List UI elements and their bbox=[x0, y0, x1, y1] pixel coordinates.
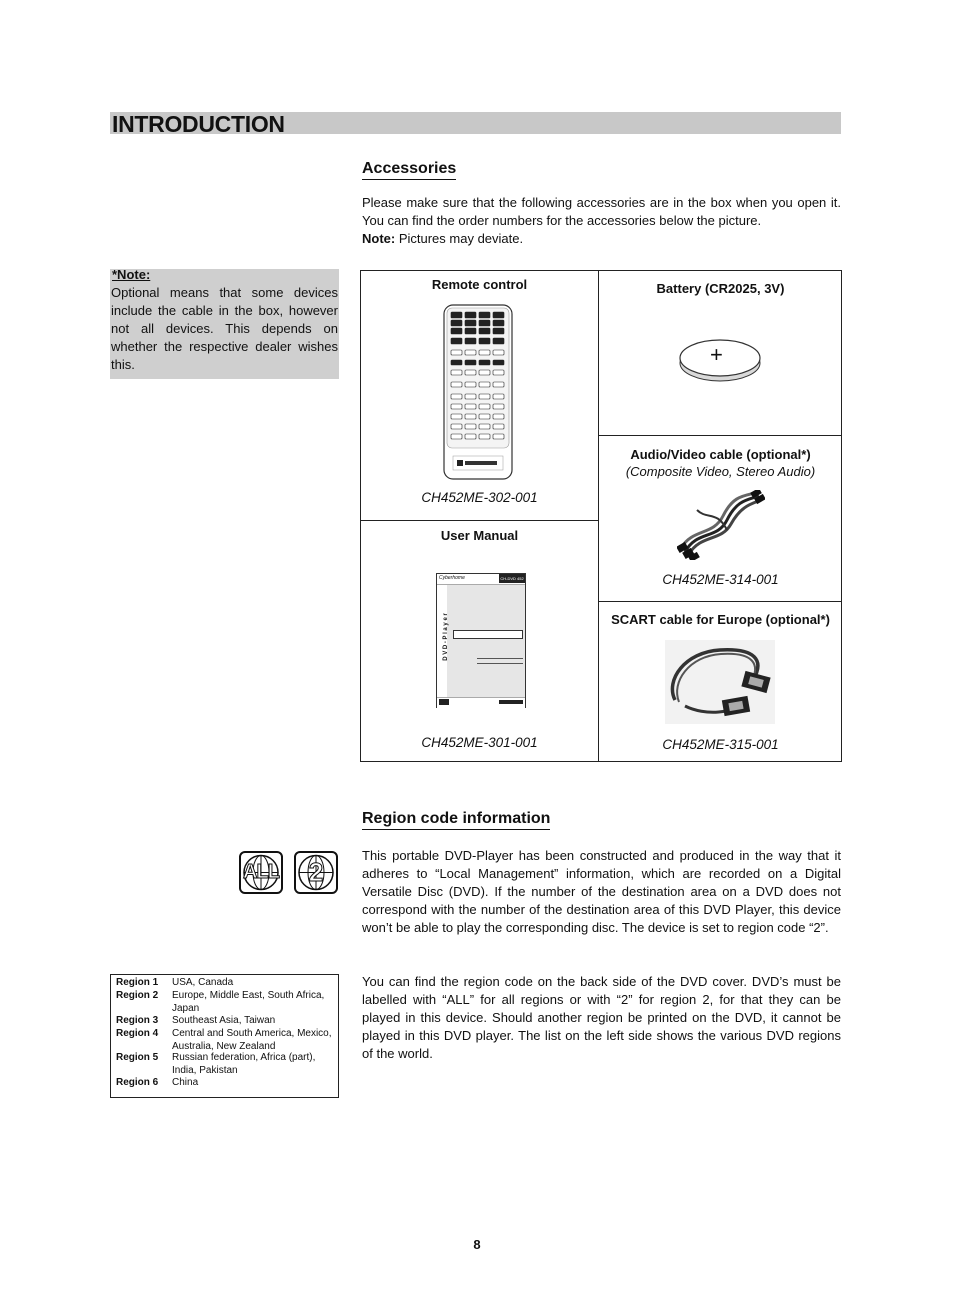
remote-control-image bbox=[443, 304, 513, 480]
user-manual-cover-title: D V D - P l a y e r bbox=[443, 613, 449, 661]
page-number: 8 bbox=[473, 1237, 481, 1252]
battery-cell bbox=[599, 271, 842, 435]
scart-cable-cell bbox=[599, 602, 842, 761]
accessories-table bbox=[360, 270, 842, 762]
accessories-intro-text: Please make sure that the following accessories are in the box when you open it. You can find the order numbers for the accessories below the picture. bbox=[362, 195, 841, 228]
scart-cable-code: CH452ME-315-001 bbox=[662, 737, 779, 752]
optional-note-box bbox=[110, 269, 339, 379]
region-row-value: Europe, Middle East, South Africa, Japan bbox=[172, 990, 325, 1014]
accessories-note-text: Pictures may deviate. bbox=[395, 231, 524, 246]
user-manual-code: CH452ME-301-001 bbox=[421, 735, 538, 750]
region-row-value: Southeast Asia, Taiwan bbox=[172, 1015, 276, 1026]
av-cable-subtitle: (Composite Video, Stereo Audio) bbox=[625, 464, 816, 479]
remote-control-code: CH452ME-302-001 bbox=[421, 490, 538, 505]
scart-cable-title: SCART cable for Europe (optional*) bbox=[611, 612, 830, 627]
battery-title: Battery (CR2025, 3V) bbox=[656, 281, 785, 296]
section-title: INTRODUCTION bbox=[112, 111, 285, 137]
av-cable-cell bbox=[599, 436, 842, 601]
region-row-label: Region 4 bbox=[116, 1028, 159, 1039]
region-2-logo-text: 2 bbox=[308, 857, 324, 887]
region-row-value: China bbox=[172, 1077, 199, 1088]
av-cable-code: CH452ME-314-001 bbox=[662, 572, 779, 587]
region-2-logo bbox=[294, 851, 338, 894]
region-heading-wrap bbox=[362, 810, 550, 830]
user-manual-cover bbox=[436, 573, 526, 708]
av-cable-title: Audio/Video cable (optional*) bbox=[630, 447, 811, 462]
user-manual-cell bbox=[361, 521, 598, 761]
section-title-bar bbox=[110, 111, 841, 137]
region-table bbox=[110, 974, 339, 1098]
region-all-logo-text: ALL bbox=[243, 861, 279, 883]
region-row-value: Russian federation, Africa (part), India, Pakistan bbox=[172, 1052, 316, 1076]
region-heading: Region code information bbox=[362, 810, 550, 830]
region-row-label: Region 2 bbox=[116, 990, 159, 1001]
region-paragraph-1: This portable DVD-Player has been constructed and produced in the way that it adheres to “Local Management” information, which are recorded on a Digital Versatile Disc (DVD). If the number of the destination area on a DVD does not correspond with the number of the destination area of this DVD Player, this device won’t be able to play the corresponding disc. The device is set to region code “2”. bbox=[362, 848, 841, 935]
av-cable-image bbox=[677, 490, 765, 560]
region-paragraph-2: You can find the region code on the back side of the DVD cover. DVD’s must be labelled with “ALL” for all regions or with “2” for region 2, for that they can be played in this device. Should another region be printed on the DVD, it cannot be played in this DVD player. The list on the left side shows the various DVD regions of the world. bbox=[362, 974, 841, 1061]
region-row-label: Region 3 bbox=[116, 1015, 159, 1026]
user-manual-title: User Manual bbox=[440, 528, 519, 543]
scart-cable-image bbox=[665, 640, 775, 724]
region-row-label: Region 6 bbox=[116, 1077, 159, 1088]
accessories-note-label: Note: bbox=[362, 231, 396, 246]
region-row-label: Region 5 bbox=[116, 1052, 159, 1063]
battery-plus-symbol: + bbox=[710, 342, 723, 367]
region-row-value: Central and South America, Mexico, Australia, New Zealand bbox=[172, 1028, 332, 1052]
accessories-heading-wrap bbox=[362, 160, 456, 180]
region-all-logo bbox=[239, 851, 283, 894]
remote-control-cell bbox=[361, 271, 598, 520]
optional-note-title: *Note: bbox=[112, 267, 151, 282]
region-row-label: Region 1 bbox=[116, 977, 159, 988]
optional-note-text: Optional means that some devices include the cable in the box, however not all devices. This depends on whether the respective dealer wishes this. bbox=[111, 285, 338, 372]
remote-control-title: Remote control bbox=[431, 277, 528, 292]
accessories-intro bbox=[362, 194, 841, 248]
accessories-heading: Accessories bbox=[362, 160, 456, 180]
user-manual-cover-model: CH-DVD 452 bbox=[500, 576, 524, 581]
user-manual-cover-brand: Cyberhome bbox=[439, 575, 465, 581]
region-row-value: USA, Canada bbox=[172, 977, 234, 988]
